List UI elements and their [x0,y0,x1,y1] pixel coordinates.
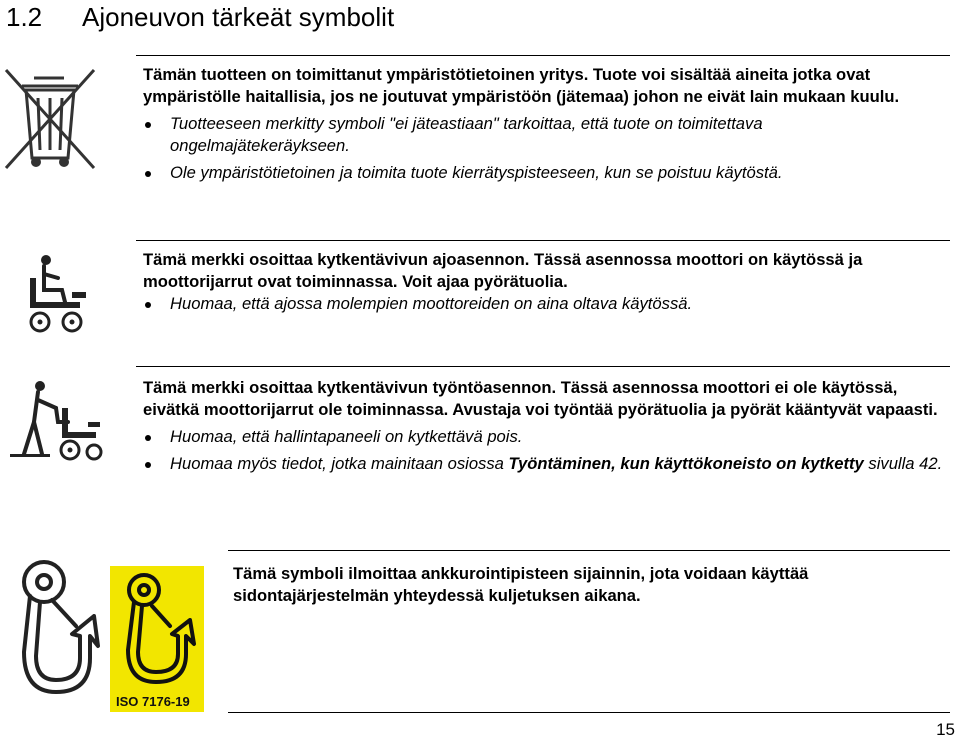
section-title: Ajoneuvon tärkeät symbolit [82,2,395,32]
divider-recycle [136,55,950,56]
anchor-intro: Tämä symboli ilmoittaa ankkurointipisteen sijainnin, jota voidaan käyttää sidontajärjestelmän yhteydessä kuljetuksen aikana. [233,564,809,605]
recycle-bullet-2: Ole ympäristötietoinen ja toimita tuote kierrätyspisteeseen, kun se poistuu käytöstä. [143,162,943,184]
anchor-hook-outline-icon [4,556,104,711]
page-number: 15 [936,720,955,739]
drive-intro: Tämä merkki osoittaa kytkentävivun ajoasennon. Tässä asennossa moottori on käytössä ja moottorijarrut ovat toiminnassa. Voit ajaa pyörätuolia. [143,250,863,291]
drive-mode-icon [14,252,94,339]
push-bullet-2-reference: Työntäminen, kun käyttökoneisto on kytketty [508,454,864,473]
recycle-bullet-1: Tuotteeseen merkitty symboli "ei jäteastiaan" tarkoittaa, että tuote on toimitettava ongelmajätekeräykseen. [143,113,943,157]
push-bullet-2 [143,453,943,475]
push-text [143,377,943,475]
section-heading [6,2,394,33]
drive-bullet-1: Huomaa, että ajossa molempien moottoreiden on aina oltava käytössä. [143,293,943,315]
recycle-intro: Tämän tuotteen on toimittanut ympäristötietoinen yritys. Tuote voi sisältää aineita jotka ovat ympäristölle haitallisia, jos ne joutuvat ympäristöön (jätemaa) johon ne eivät lain mukaan kuulu. [143,65,900,106]
push-bullet-2-suffix: sivulla 42. [863,454,943,473]
push-bullet-2-prefix: Huomaa myös tiedot, jotka mainitaan osiossa [170,454,509,473]
iso-anchor-symbol-icon [110,566,204,717]
divider-push [136,366,950,367]
drive-text [143,249,943,315]
divider-anchor [228,550,950,551]
divider-bottom [228,712,950,713]
push-intro: Tämä merkki osoittaa kytkentävivun työntöasennon. Tässä asennossa moottori ei ole käytössä, eivätkä moottorijarrut ole toiminnassa. Avustaja voi työntää pyörätuolia ja pyörät kääntyvät vapaasti. [143,378,938,419]
crossed-out-bin-icon [2,64,98,179]
anchor-text [233,563,945,607]
iso-label: ISO 7176-19 [116,694,190,709]
push-bullet-1: Huomaa, että hallintapaneeli on kytkettävä pois. [143,426,943,448]
divider-drive [136,240,950,241]
push-mode-icon [4,378,104,467]
section-number: 1.2 [6,2,43,32]
recycle-text [143,64,943,184]
